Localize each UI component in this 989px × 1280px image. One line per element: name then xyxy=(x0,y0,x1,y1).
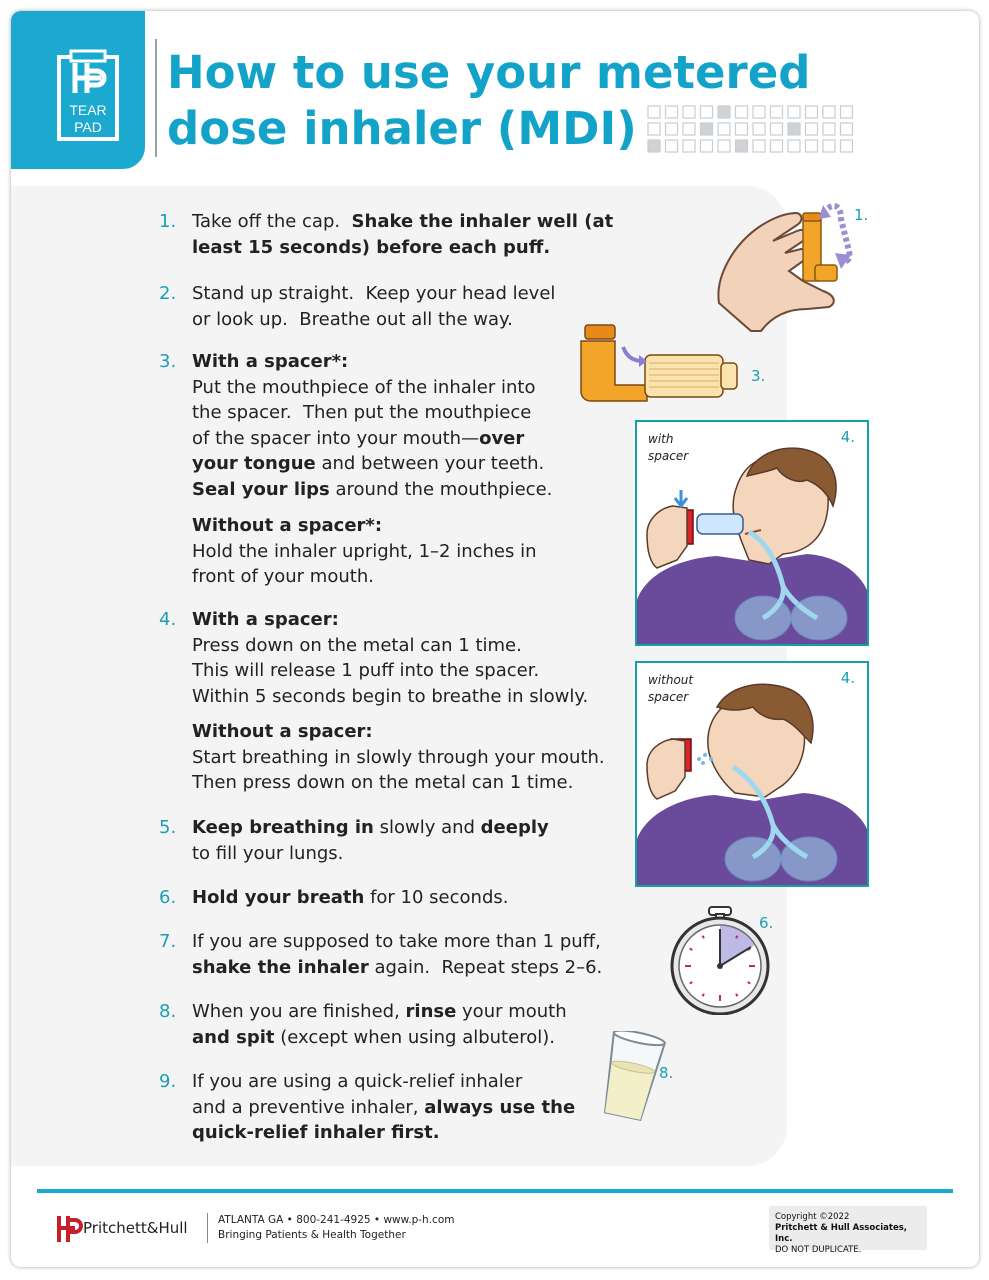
grid-square xyxy=(823,140,835,152)
company-name: Pritchett&Hull xyxy=(83,1219,188,1237)
header-divider xyxy=(155,39,157,157)
step-line xyxy=(192,426,552,452)
illustration-label-1: 1. xyxy=(854,206,869,224)
water-glass-icon xyxy=(595,1031,667,1123)
illustration-label-4b: 4. xyxy=(840,669,855,687)
with-spacer-panel xyxy=(635,420,869,646)
grid-square xyxy=(648,106,660,118)
step-line xyxy=(192,513,537,539)
grid-square xyxy=(701,123,713,135)
grid-square xyxy=(648,140,660,152)
text: Put the mouthpiece of the inhaler into xyxy=(192,376,536,398)
step-line xyxy=(192,451,552,477)
bold-text: always use the xyxy=(424,1096,576,1118)
step-line xyxy=(192,929,602,955)
text: If you are supposed to take more than 1 puff, xyxy=(192,931,601,952)
text: (except when using albuterol). xyxy=(274,1026,555,1048)
handout-page xyxy=(11,11,979,1267)
decorative-square-grid xyxy=(647,105,859,157)
step-text-2 xyxy=(192,281,555,332)
grid-square xyxy=(788,123,800,135)
copyright-line-1: Copyright ©2022 xyxy=(775,1212,850,1222)
text: If you are using a quick-relief inhaler xyxy=(192,1071,523,1092)
grid-square xyxy=(806,140,818,152)
title-line-2: dose inhaler (MDI) xyxy=(167,102,637,155)
text: Hold the inhaler upright, 1–2 inches in xyxy=(192,540,537,562)
title-line-1: How to use your metered xyxy=(167,46,811,99)
step-text-3 xyxy=(192,349,552,502)
text: around the mouthpiece. xyxy=(329,478,553,500)
illustration-label-8: 8. xyxy=(659,1064,674,1082)
tear-pad-icon xyxy=(57,49,119,141)
grid-square xyxy=(666,106,678,118)
grid-square xyxy=(771,123,783,135)
grid-square xyxy=(823,106,835,118)
step-number-3: 3. xyxy=(159,351,177,372)
step-line xyxy=(192,719,605,745)
text: Start breathing in slowly through your mouth. xyxy=(192,746,605,768)
illustration-label-3: 3. xyxy=(751,367,766,385)
bold-text: over xyxy=(479,427,525,449)
footer-divider xyxy=(207,1213,208,1243)
step-line xyxy=(192,400,552,426)
contact-info xyxy=(218,1213,454,1243)
step-line xyxy=(192,607,588,633)
step-line xyxy=(192,564,537,590)
illustration-label-4a: 4. xyxy=(840,428,855,446)
grid-square xyxy=(683,140,695,152)
copyright-line-3: DO NOT DUPLICATE. xyxy=(775,1245,862,1255)
without-spacer-caption: without spacer xyxy=(648,673,694,704)
text: the spacer. Then put the mouthpiece xyxy=(192,402,532,423)
step-text-9 xyxy=(192,1069,575,1146)
step-line xyxy=(192,307,555,333)
grid-square xyxy=(666,140,678,152)
bold-text: least 15 seconds) before each puff. xyxy=(192,236,551,258)
grid-square xyxy=(718,140,730,152)
grid-square xyxy=(771,106,783,118)
grid-square xyxy=(683,123,695,135)
step-number-5: 5. xyxy=(159,817,177,838)
text: of the spacer into your mouth— xyxy=(192,427,480,449)
grid-square xyxy=(771,140,783,152)
step-line xyxy=(192,1095,575,1121)
step-line xyxy=(192,209,613,235)
bold-text: shake the inhaler xyxy=(192,956,369,978)
step-line xyxy=(192,815,549,841)
text: This will release 1 puff into the spacer. xyxy=(192,660,540,681)
grid-square xyxy=(701,106,713,118)
grid-square xyxy=(683,106,695,118)
step-number-6: 6. xyxy=(159,887,177,908)
step-line xyxy=(192,999,567,1025)
stopwatch-tick xyxy=(703,936,705,939)
text: slowly and xyxy=(373,817,481,838)
stopwatch-tick xyxy=(690,982,693,984)
bold-text: and spit xyxy=(192,1026,275,1048)
step-line xyxy=(192,281,555,307)
grid-square xyxy=(736,106,748,118)
tear-pad-logo xyxy=(11,11,145,169)
grid-square xyxy=(736,123,748,135)
step-line xyxy=(192,477,552,503)
stopwatch-tick xyxy=(748,982,751,984)
step-line xyxy=(192,658,588,684)
text: front of your mouth. xyxy=(192,566,374,587)
step-text-4 xyxy=(192,719,605,796)
step-line xyxy=(192,375,552,401)
step-text-7 xyxy=(192,929,602,980)
stopwatch-icon xyxy=(667,905,773,1015)
text: Then press down on the metal can 1 time. xyxy=(192,772,574,793)
grid-square xyxy=(666,123,678,135)
grid-square xyxy=(841,140,853,152)
step-line xyxy=(192,235,613,261)
inhaler-and-spacer-illustration xyxy=(577,317,745,403)
copyright-box xyxy=(769,1206,927,1255)
bold-text: your tongue xyxy=(192,453,316,474)
grid-square xyxy=(806,106,818,118)
bold-text: Shake the inhaler well (at xyxy=(351,211,614,232)
stopwatch-tick xyxy=(690,949,693,951)
grid-square xyxy=(736,140,748,152)
copyright-line-2: Pritchett & Hull Associates, Inc. xyxy=(775,1223,908,1244)
bold-text: Keep breathing in xyxy=(192,817,374,838)
step-line xyxy=(192,885,508,911)
step-line xyxy=(192,955,602,981)
text: or look up. Breathe out all the way. xyxy=(192,308,513,330)
text: Take off the cap. xyxy=(192,211,352,232)
step-line xyxy=(192,745,605,771)
stopwatch-tick xyxy=(736,994,738,997)
bold-text: quick-relief inhaler first. xyxy=(192,1122,440,1143)
bold-text: With a spacer: xyxy=(192,609,339,630)
step-line xyxy=(192,539,537,565)
grid-square xyxy=(718,106,730,118)
step-line xyxy=(192,684,588,710)
step-line xyxy=(192,1069,575,1095)
text: Within 5 seconds begin to breathe in slowly. xyxy=(192,685,589,707)
grid-square xyxy=(648,123,660,135)
svg-text:PAD: PAD xyxy=(74,119,102,135)
text: your mouth xyxy=(456,1001,567,1022)
step-number-7: 7. xyxy=(159,931,177,952)
stopwatch-tick xyxy=(703,994,705,997)
illustration-label-6: 6. xyxy=(759,914,774,932)
bold-text: rinse xyxy=(405,1001,457,1022)
step-text-4 xyxy=(192,607,588,709)
step-number-1: 1. xyxy=(159,211,177,232)
grid-square xyxy=(788,140,800,152)
text: for 10 seconds. xyxy=(364,887,509,908)
text: Press down on the metal can 1 time. xyxy=(192,634,522,656)
text: and a preventive inhaler, xyxy=(192,1096,425,1118)
bold-text: Without a spacer: xyxy=(192,721,373,742)
bold-text: Without a spacer*: xyxy=(192,515,383,536)
grid-square xyxy=(823,123,835,135)
with-spacer-caption: with spacer xyxy=(648,432,689,463)
without-spacer-panel xyxy=(635,661,869,887)
step-text-1 xyxy=(192,209,613,260)
text: Stand up straight. Keep your head level xyxy=(192,283,556,304)
svg-text:TEAR: TEAR xyxy=(69,102,107,118)
step-number-9: 9. xyxy=(159,1071,177,1092)
step-number-4: 4. xyxy=(159,609,177,630)
step-line xyxy=(192,1120,575,1146)
bold-text: Hold your breath xyxy=(192,887,365,908)
grid-square xyxy=(841,106,853,118)
step-line xyxy=(192,1025,567,1051)
step-text-8 xyxy=(192,999,567,1050)
step-line xyxy=(192,770,605,796)
stopwatch-tick xyxy=(736,936,738,939)
tagline: Bringing Patients & Health Together xyxy=(218,1229,406,1241)
text: to fill your lungs. xyxy=(192,842,344,864)
step-line xyxy=(192,633,588,659)
contact-line-1: ATLANTA GA • 800-241-4925 • www.p-h.com xyxy=(218,1214,455,1226)
step-text-6 xyxy=(192,885,508,911)
grid-square xyxy=(753,123,765,135)
step-text-5 xyxy=(192,815,549,866)
grid-square xyxy=(841,123,853,135)
step-number-8: 8. xyxy=(159,1001,177,1022)
bold-text: deeply xyxy=(480,817,549,838)
text: again. Repeat steps 2–6. xyxy=(368,956,603,978)
step-number-2: 2. xyxy=(159,283,177,304)
step-line xyxy=(192,841,549,867)
grid-square xyxy=(753,106,765,118)
footer-rule xyxy=(37,1189,953,1193)
grid-square xyxy=(806,123,818,135)
step-text-3 xyxy=(192,513,537,590)
text: and between your teeth. xyxy=(315,453,545,474)
grid-square xyxy=(701,140,713,152)
grid-square xyxy=(753,140,765,152)
grid-square xyxy=(788,106,800,118)
bold-text: With a spacer*: xyxy=(192,351,349,372)
grid-square xyxy=(718,123,730,135)
text: When you are finished, xyxy=(192,1001,406,1022)
pritchett-hull-logo-icon xyxy=(55,1212,83,1244)
bold-text: Seal your lips xyxy=(192,478,330,500)
step-line xyxy=(192,349,552,375)
